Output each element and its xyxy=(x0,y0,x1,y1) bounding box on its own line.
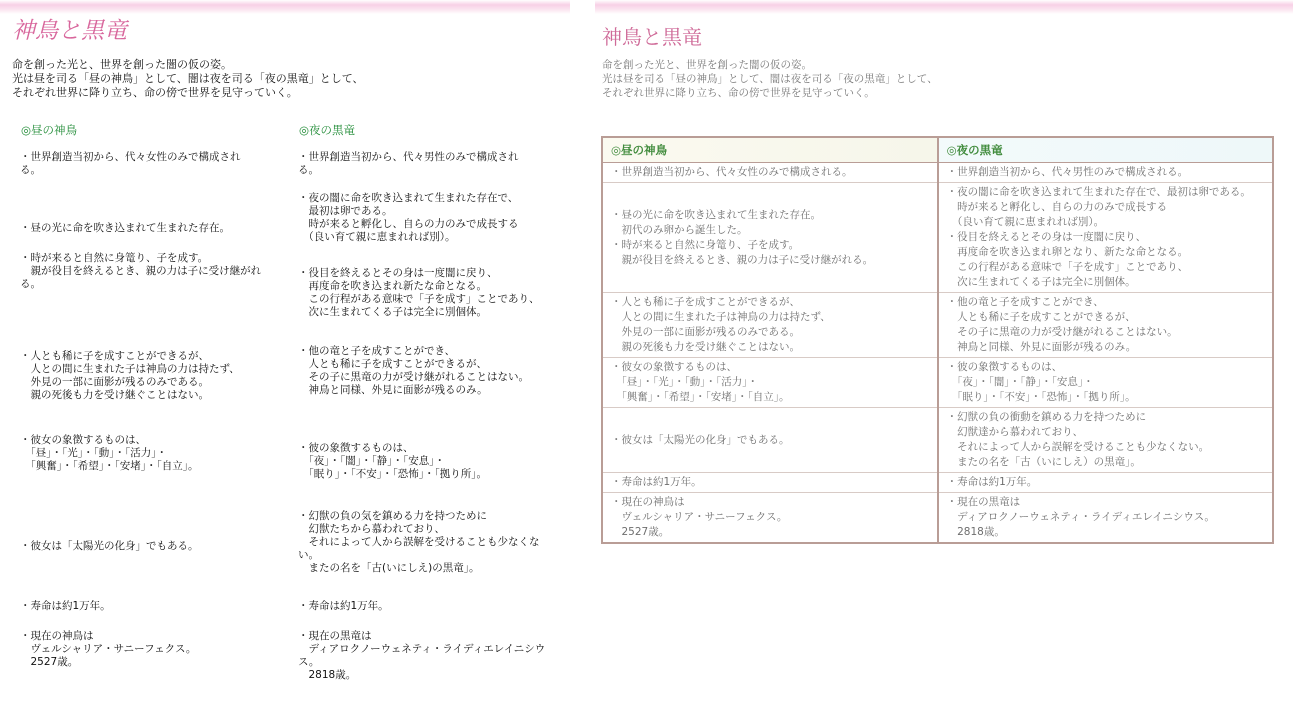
list-item: ・寿命は約1万年。 xyxy=(20,600,111,612)
table-cell: ・寿命は約1万年。 xyxy=(602,473,938,493)
col-head-night-dragon: ◎夜の黒竜 xyxy=(938,137,1273,163)
list-item: ・世界創造当初から、代々女性のみで構成され る。 xyxy=(20,151,241,176)
table-header-row xyxy=(602,137,1273,163)
table-cell: ・彼の象徴するものは、 「夜」・「闇」・「静」・「安息」・ 「眠り」・「不安」・「恐怖」・「拠り所」。 xyxy=(938,358,1273,408)
table-row xyxy=(602,163,1273,183)
comparison-table xyxy=(601,136,1274,544)
header-gradient-bar xyxy=(0,0,570,14)
table-cell: ・世界創造当初から、代々男性のみで構成される。 xyxy=(938,163,1273,183)
table-cell: ・寿命は約1万年。 xyxy=(938,473,1273,493)
list-item: ・彼女の象徴するものは、 「昼」・「光」・「動」・「活力」・ 「興奮」・「希望」・「安堵」・「自立」。 xyxy=(20,434,199,472)
col-head-night-dragon: ◎夜の黒竜 xyxy=(299,123,356,137)
col-head-day-bird: ◎昼の神鳥 xyxy=(21,123,78,137)
table-cell: ・昼の光に命を吹き込まれて生まれた存在。 初代のみ卵から誕生した。 ・時が来ると自然に身篭り、子を成す。 親が役目を終えるとき、親の力は子に受け継がれる。 xyxy=(602,183,938,293)
table-cell: ・彼女は「太陽光の化身」でもある。 xyxy=(602,408,938,473)
intro-line: それぞれ世界に降り立ち、命の傍で世界を見守っていく。 xyxy=(602,87,875,99)
right-panel xyxy=(595,0,1303,538)
table-cell: ・世界創造当初から、代々女性のみで構成される。 xyxy=(602,163,938,183)
list-item: ・時が来ると自然に身篭り、子を成す。 親が役目を終えるとき、親の力は子に受け継がれ る。 xyxy=(20,252,262,290)
list-item: ・彼の象徴するものは、 「夜」・「闇」・「静」・「安息」・ 「眠り」・「不安」・「恐怖」・「拠り所」。 xyxy=(298,442,487,480)
page-title: 神鳥と黒竜 xyxy=(602,25,702,49)
list-item: ・夜の闇に命を吹き込まれて生まれた存在で、 最初は卵である。 時が来ると孵化し、自らの力のみで成長する （良い育て親に恵まれれば別）。 xyxy=(298,192,519,243)
table-row xyxy=(602,293,1273,358)
table-cell: ・人とも稀に子を成すことができるが、 人との間に生まれた子は神鳥の力は持たず、 外見の一部に面影が残るのみである。 親の死後も力を受け継ぐことはない。 xyxy=(602,293,938,358)
table-row xyxy=(602,493,1273,544)
table-cell: ・幻獣の負の衝動を鎮める力を持つために 幻獣達から慕われており、 それによって人から誤解を受けることも少なくない。 またの名を「古（いにしえ）の黒竜」。 xyxy=(938,408,1273,473)
table-row xyxy=(602,358,1273,408)
list-item: ・人とも稀に子を成すことができるが、 人との間に生まれた子は神鳥の力は持たず、 外見の一部に面影が残るのみである。 親の死後も力を受け継ぐことはない。 xyxy=(20,350,240,401)
table-cell: ・彼女の象徴するものは、 「昼」・「光」・「動」・「活力」・ 「興奮」・「希望」・「安堵」・「自立」。 xyxy=(602,358,938,408)
page-title: 神鳥と黒竜 xyxy=(12,18,127,44)
intro-text xyxy=(602,58,1303,100)
list-item: ・寿命は約1万年。 xyxy=(298,600,389,612)
table-cell: ・現在の黒竜は ディアロクノーウェネティ・ライディエレイニシウス。 2818歳。 xyxy=(938,493,1273,544)
list-item: ・現在の神鳥は ヴェルシャリア・サニーフェクス。 2527歳。 xyxy=(20,630,197,668)
intro-line: 光は昼を司る「昼の神鳥」として、闇は夜を司る「夜の黒竜」として、 xyxy=(602,73,938,85)
intro-line: それぞれ世界に降り立ち、命の傍で世界を見守っていく。 xyxy=(12,86,298,99)
list-item: ・世界創造当初から、代々男性のみで構成され る。 xyxy=(298,151,519,176)
table-cell: ・他の竜と子を成すことができ、 人とも稀に子を成すことができるが、 その子に黒竜の力が受け継がれることはない。 神鳥と同様、外見に面影が残るのみ。 xyxy=(938,293,1273,358)
list-item: ・役目を終えるとその身は一度闇に戻り、 再度命を吹き込まれ新たな命となる。 この行程がある意味で「子を成す」ことであり、 次に生まれてくる子は完全に別個体。 xyxy=(298,267,540,318)
list-item: ・昼の光に命を吹き込まれて生まれた存在。 xyxy=(20,222,230,234)
left-panel xyxy=(0,0,570,681)
intro-text xyxy=(12,58,570,100)
list-item: ・現在の黒竜は ディアロクノーウェネティ・ライディエレイニシウ ス。 2818歳。 xyxy=(298,630,546,681)
list-item: ・他の竜と子を成すことができ、 人とも稀に子を成すことができるが、 その子に黒竜の力が受け継がれることはない。 神鳥と同様、外見に面影が残るのみ。 xyxy=(298,345,529,396)
table-row xyxy=(602,473,1273,493)
table-row xyxy=(602,183,1273,293)
header-gradient-bar xyxy=(595,0,1293,14)
intro-line: 命を創った光と、世界を創った闇の仮の姿。 xyxy=(12,58,232,71)
list-item: ・彼女は「太陽光の化身」でもある。 xyxy=(20,540,199,552)
table-cell: ・現在の神鳥は ヴェルシャリア・サニーフェクス。 2527歳。 xyxy=(602,493,938,544)
table-row xyxy=(602,408,1273,473)
intro-line: 命を創った光と、世界を創った闇の仮の姿。 xyxy=(602,59,812,71)
list-item: ・幻獣の負の気を鎮める力を持つために 幻獣たちから慕われており、 それによって人から誤解を受けることも少なくな い。 またの名を「古(いにしえ)の黒竜」。 xyxy=(298,510,540,574)
intro-line: 光は昼を司る「昼の神鳥」として、闇は夜を司る「夜の黒竜」として、 xyxy=(12,72,364,85)
col-head-day-bird: ◎昼の神鳥 xyxy=(602,137,938,163)
table-cell: ・夜の闇に命を吹き込まれて生まれた存在で、最初は卵である。 時が来ると孵化し、自らの力のみで成長する （良い育て親に恵まれれば別）。 ・役目を終えるとその身は一度闇に戻り、 再度命を吹き込まれ卵となり、新たな命となる。 この行程がある意味で「子を成す」ことであり、 次に生まれてくる子は完全に別個体。 xyxy=(938,183,1273,293)
